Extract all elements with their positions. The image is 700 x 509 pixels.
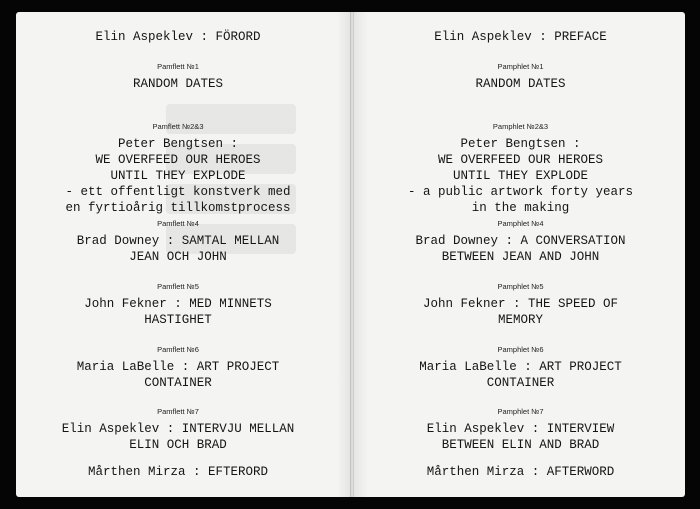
right-footer <box>354 464 685 480</box>
right-entry-7-label: Pamphlet №7 <box>497 407 544 416</box>
left-entry-1: Pamflett №1 RANDOM DATES <box>16 62 350 92</box>
right-header-text: Elin Aspeklev : PREFACE <box>434 30 607 44</box>
right-entry-1-label: Pamphlet №1 <box>497 62 544 71</box>
right-entry-5: Pamphlet №5 John Fekner : THE SPEED OF MEMORY <box>354 282 685 328</box>
right-entry-6-label: Pamphlet №6 <box>497 345 544 354</box>
left-entry-2-3: Pamflett №2&3 Peter Bengtsen : WE OVERFEED OUR HEROES UNTIL THEY EXPLODE - ett offentligt konstverk med en fyrtioårig tillkomstprocess <box>16 122 350 216</box>
left-entry-6: Pamflett №6 Maria LaBelle : ART PROJECT CONTAINER <box>16 345 350 391</box>
left-entry-7: Pamflett №7 Elin Aspeklev : INTERVJU MELLAN ELIN OCH BRAD <box>16 407 350 453</box>
left-entry-6-label: Pamflett №6 <box>157 345 199 354</box>
right-page <box>354 12 685 497</box>
right-entry-7: Pamphlet №7 Elin Aspeklev : INTERVIEW BETWEEN ELIN AND BRAD <box>354 407 685 453</box>
right-entry-6: Pamphlet №6 Maria LaBelle : ART PROJECT CONTAINER <box>354 345 685 391</box>
left-header <box>16 29 350 45</box>
left-footer-text: Mårthen Mirza : EFTERORD <box>87 465 269 479</box>
left-header-text: Elin Aspeklev : FÖRORD <box>95 30 261 44</box>
right-entry-2-3: Pamphlet №2&3 Peter Bengtsen : WE OVERFEED OUR HEROES UNTIL THEY EXPLODE - a public artwork forty years in the making <box>354 122 685 216</box>
left-entry-5-label: Pamflett №5 <box>157 282 199 291</box>
left-entry-7-label: Pamflett №7 <box>157 407 199 416</box>
left-entry-4-label: Pamflett №4 <box>157 219 199 228</box>
right-entry-4-label: Pamphlet №4 <box>497 219 544 228</box>
left-entry-5: Pamflett №5 John Fekner : MED MINNETS HASTIGHET <box>16 282 350 328</box>
right-header <box>354 29 685 45</box>
right-entry-5-label: Pamphlet №5 <box>497 282 544 291</box>
left-entry-2-3-label: Pamflett №2&3 <box>152 122 204 131</box>
left-page <box>16 12 350 497</box>
right-entry-4: Pamphlet №4 Brad Downey : A CONVERSATION BETWEEN JEAN AND JOHN <box>354 219 685 265</box>
left-entry-4: Pamflett №4 Brad Downey : SAMTAL MELLAN JEAN OCH JOHN <box>16 219 350 265</box>
left-footer <box>16 464 350 480</box>
right-footer-text: Mårthen Mirza : AFTERWORD <box>426 465 615 479</box>
right-entry-1: Pamphlet №1 RANDOM DATES <box>354 62 685 92</box>
right-entry-2-3-label: Pamphlet №2&3 <box>492 122 549 131</box>
left-entry-1-label: Pamflett №1 <box>157 62 199 71</box>
